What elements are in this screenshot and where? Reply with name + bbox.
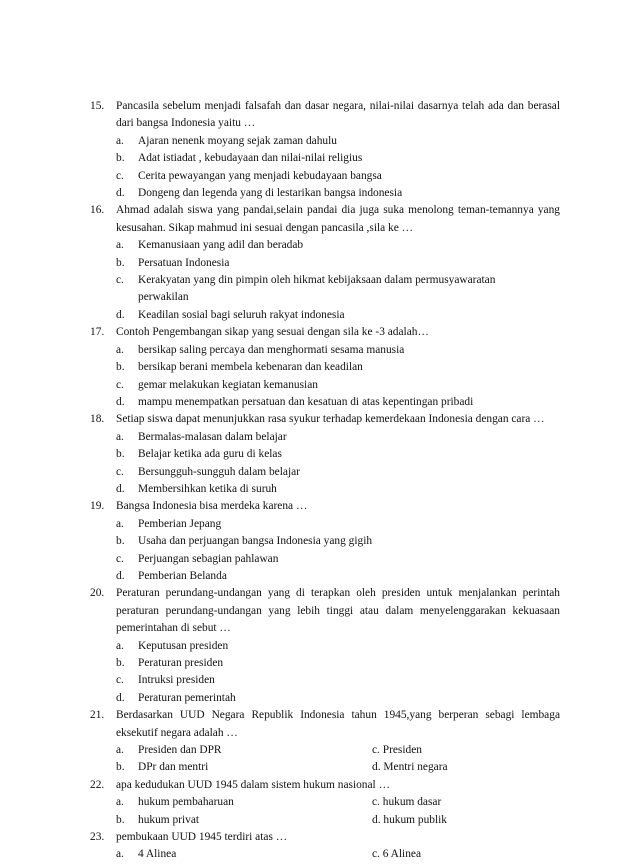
- option-letter: b.: [116, 657, 125, 669]
- question-18: [90, 411, 560, 428]
- option-a: [90, 237, 560, 254]
- option-text: c. 6 Alinea: [372, 848, 422, 861]
- question-21: [90, 707, 560, 742]
- option-d: [90, 481, 560, 498]
- question-list: [90, 98, 560, 864]
- option-text: bersikap saling percaya dan menghormati sesama manusia: [138, 343, 405, 356]
- option-text: Kemanusiaan yang adil dan beradab: [138, 239, 304, 252]
- option-text: hukum privat: [138, 813, 200, 826]
- option-b: [90, 655, 560, 672]
- option-text: Keputusan presiden: [138, 639, 229, 652]
- option-text: Peraturan pemerintah: [138, 691, 236, 704]
- option-text: Peraturan presiden: [138, 657, 224, 669]
- question-number: 18.: [90, 413, 105, 426]
- question-text: Berdasarkan UUD Negara Republik Indonesia tahun 1945,yang berperan sebagi lembaga eksekutif negara adalah …: [116, 709, 560, 739]
- question-text: pembukaan UUD 1945 terdiri atas …: [116, 831, 288, 843]
- option-text: Pemberian Belanda: [138, 569, 227, 582]
- option-text: mampu menempatkan persatuan dan kesatuan di atas kepentingan pribadi: [138, 395, 474, 408]
- option-letter: b.: [116, 361, 125, 374]
- option-text: Bersungguh-sungguh dalam belajar: [138, 465, 300, 478]
- option-c: [90, 672, 560, 689]
- option-a: [90, 342, 560, 359]
- option-text: c. hukum dasar: [372, 796, 442, 809]
- option-a: [90, 133, 560, 150]
- option-text: 4 Alinea: [138, 848, 177, 861]
- question-22: [90, 777, 560, 794]
- option-letter: d.: [116, 187, 125, 200]
- question-text: Peraturan perundang-undangan yang di terapkan oleh presiden untuk menjalankan perintah peraturan perundang-undangan yang lebih tinggi atau dalam menyelenggarakan kekuasaan pemerintahan di sebut …: [116, 587, 560, 635]
- option-text: Kerakyatan yang din pimpin oleh hikmat kebijaksaan dalam permusyawaratan perwakilan: [138, 274, 496, 304]
- option-text: Perjuangan sebagian pahlawan: [138, 552, 279, 565]
- option-letter: c.: [116, 465, 124, 478]
- option-letter: a.: [116, 639, 124, 652]
- option-d: [90, 394, 560, 411]
- question-number: 22.: [90, 778, 105, 791]
- option-text: Ajaran nenenk moyang sejak zaman dahulu: [138, 134, 337, 147]
- option-letter: d.: [116, 691, 125, 704]
- option-text: Adat istiadat , kebudayaan dan nilai-nilai religius: [138, 152, 363, 165]
- option-d: [90, 185, 560, 202]
- option-text: Membersihkan ketika di suruh: [138, 482, 277, 495]
- option-letter: a.: [116, 796, 124, 809]
- option-letter: d.: [116, 395, 125, 408]
- question-number: 17.: [90, 326, 105, 339]
- option-text: Belajar ketika ada guru di kelas: [138, 448, 282, 461]
- option-a: [90, 638, 560, 655]
- option-text: Pemberian Jepang: [138, 517, 222, 530]
- option-text: Cerita pewayangan yang menjadi kebudayaan bangsa: [138, 169, 382, 182]
- option-text: bersikap berani membela kebenaran dan keadilan: [138, 361, 363, 374]
- option-d: [90, 307, 560, 324]
- option-text: Usaha dan perjuangan bangsa Indonesia yang gigih: [138, 535, 373, 548]
- option-text: gemar melakukan kegiatan kemanusian: [138, 378, 318, 391]
- option-letter: b.: [116, 813, 125, 826]
- question-number: 19.: [90, 500, 105, 513]
- option-b: [90, 359, 560, 376]
- option-a: [90, 516, 560, 533]
- question-text: Bangsa Indonesia bisa merdeka karena …: [116, 500, 308, 513]
- option-letter: a.: [116, 343, 124, 356]
- question-text: apa kedudukan UUD 1945 dalam sistem hukum nasional …: [116, 778, 390, 791]
- option-letter: c.: [116, 378, 124, 391]
- question-20: [90, 585, 560, 637]
- question-text: Contoh Pengembangan sikap yang sesuai dengan sila ke -3 adalah…: [116, 326, 429, 339]
- question-number: 15.: [90, 100, 105, 112]
- question-text: Setiap siswa dapat menunjukkan rasa syukur terhadap kemerdekaan Indonesia dengan cara …: [116, 413, 545, 426]
- option-letter: a.: [116, 134, 124, 147]
- option-letter: d.: [116, 308, 125, 321]
- option-letter: b.: [116, 761, 125, 774]
- option-letter: d.: [116, 482, 125, 495]
- question-23: [90, 829, 560, 846]
- option-letter: c.: [116, 169, 124, 182]
- option-letter: c.: [116, 674, 124, 687]
- option-letter: a.: [116, 430, 124, 443]
- option-text: Dongeng dan legenda yang di lestarikan bangsa indonesia: [138, 187, 403, 200]
- option-letter: d.: [116, 569, 125, 582]
- option-b: [90, 533, 560, 550]
- option-text: Keadilan sosial bagi seluruh rakyat indonesia: [138, 308, 345, 321]
- option-d: [90, 690, 560, 707]
- option-d: [90, 568, 560, 585]
- option-b: [90, 255, 560, 272]
- option-letter: b.: [116, 152, 125, 165]
- option-letter: c.: [116, 552, 124, 565]
- option-c: [90, 168, 560, 185]
- option-text: d. hukum publik: [372, 813, 447, 826]
- option-b: [90, 150, 560, 167]
- option-row: [90, 846, 560, 863]
- option-a: [90, 429, 560, 446]
- option-text: d. Mentri negara: [372, 761, 448, 774]
- question-15: [90, 98, 560, 133]
- option-letter: a.: [116, 239, 124, 252]
- question-number: 20.: [90, 587, 105, 600]
- option-row: [90, 759, 560, 776]
- option-text: Bermalas-malasan dalam belajar: [138, 430, 287, 443]
- option-text: Persatuan Indonesia: [138, 256, 230, 269]
- option-text: Presiden dan DPR: [138, 744, 222, 757]
- question-number: 23.: [90, 831, 105, 843]
- option-text: DPr dan mentri: [138, 761, 209, 774]
- question-16: [90, 202, 560, 237]
- option-letter: a.: [116, 848, 124, 861]
- question-text: Pancasila sebelum menjadi falsafah dan dasar negara, nilai-nilai dasarnya telah ada dan berasal dari bangsa Indonesia yaitu …: [116, 100, 560, 130]
- option-text: c. Presiden: [372, 744, 422, 757]
- option-c: [90, 464, 560, 481]
- option-letter: a.: [116, 517, 124, 530]
- option-c: [90, 377, 560, 394]
- option-c: [90, 272, 560, 307]
- option-letter: b.: [116, 256, 125, 269]
- question-19: [90, 498, 560, 515]
- option-letter: b.: [116, 535, 125, 548]
- option-text: hukum pembaharuan: [138, 796, 234, 809]
- question-number: 21.: [90, 709, 105, 722]
- option-letter: c.: [116, 274, 124, 287]
- option-letter: a.: [116, 744, 124, 757]
- option-row: [90, 742, 560, 759]
- option-row: [90, 794, 560, 811]
- question-number: 16.: [90, 204, 105, 217]
- option-b: [90, 446, 560, 463]
- question-17: [90, 324, 560, 341]
- question-text: Ahmad adalah siswa yang pandai,selain pandai dia juga suka menolong teman-temannya yang kesusahan. Sikap mahmud ini sesuai dengan pancasila ,sila ke …: [116, 204, 560, 234]
- option-letter: b.: [116, 448, 125, 461]
- option-row: [90, 812, 560, 829]
- option-text: Intruksi presiden: [138, 674, 215, 687]
- option-c: [90, 551, 560, 568]
